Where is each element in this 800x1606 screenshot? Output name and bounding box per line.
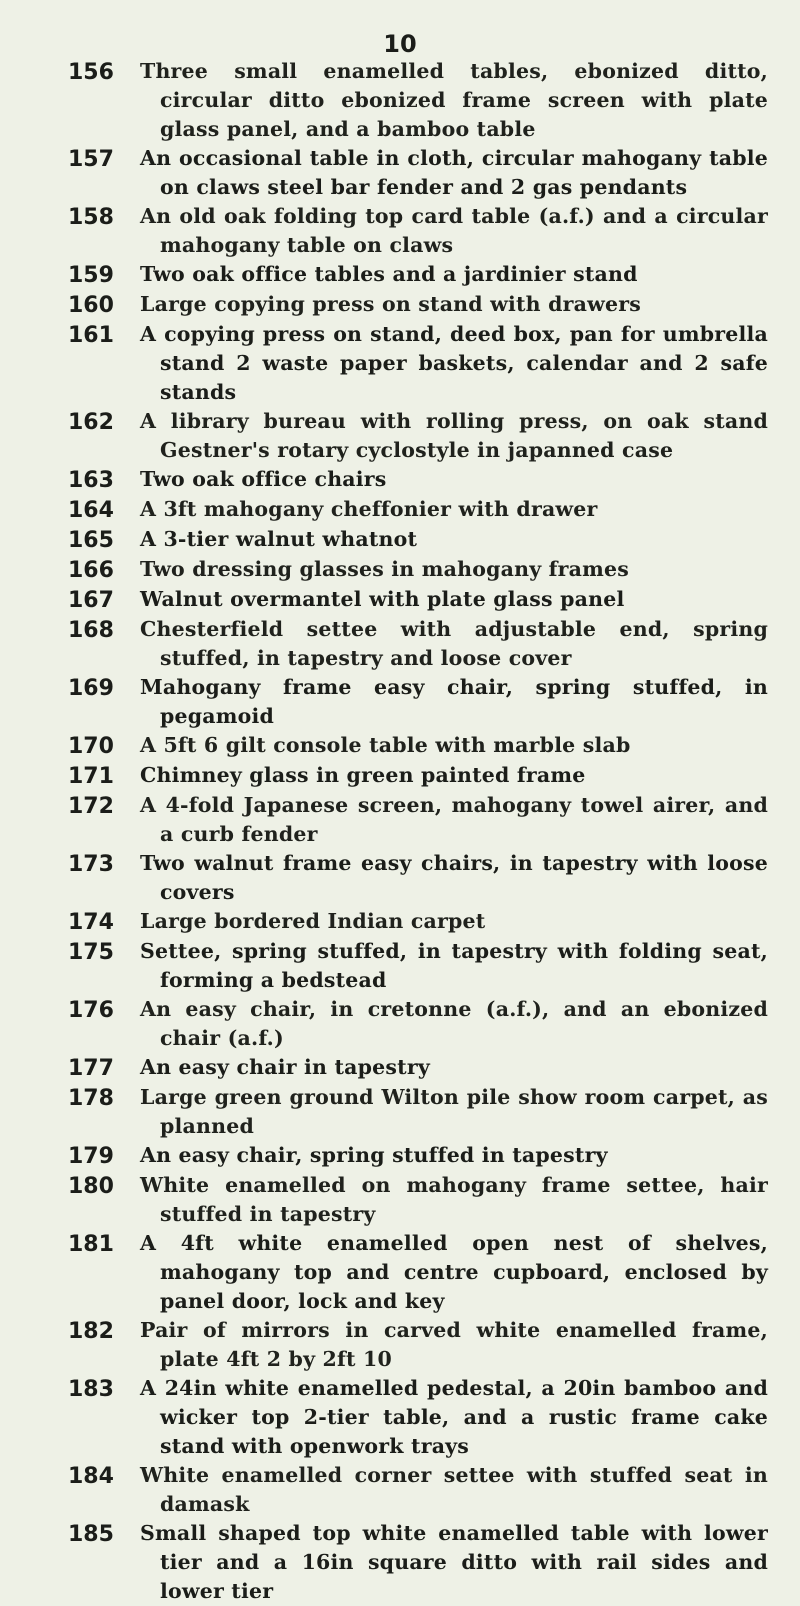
lot-entry	[68, 202, 768, 260]
lot-list	[68, 57, 768, 1606]
lot-number: 160	[68, 293, 114, 318]
lot-entry	[68, 907, 768, 937]
lot-entry	[68, 1083, 768, 1141]
lot-number: 172	[68, 794, 114, 819]
lot-description: White enamelled on mahogany frame settee, hair stuffed in tapestry	[140, 1173, 768, 1226]
lot-number: 185	[68, 1522, 114, 1547]
lot-description: Pair of mirrors in carved white enamelled frame, plate 4ft 2 by 2ft 10	[140, 1318, 768, 1371]
lot-description: A 5ft 6 gilt console table with marble slab	[140, 733, 631, 757]
lot-number: 184	[68, 1464, 114, 1489]
lot-description: An easy chair, spring stuffed in tapestry	[140, 1143, 608, 1167]
page-number: 10	[383, 30, 417, 58]
lot-number: 167	[68, 588, 114, 613]
lot-description: Walnut overmantel with plate glass panel	[140, 587, 625, 611]
lot-number: 183	[68, 1377, 114, 1402]
lot-number: 161	[68, 323, 114, 348]
lot-entry	[68, 525, 768, 555]
lot-entry	[68, 1053, 768, 1083]
lot-number: 158	[68, 205, 114, 230]
lot-number: 166	[68, 558, 114, 583]
lot-entry	[68, 144, 768, 202]
lot-number: 175	[68, 940, 114, 965]
lot-description: Two oak office chairs	[140, 467, 387, 491]
lot-number: 156	[68, 60, 114, 85]
lot-description: Two oak office tables and a jardinier stand	[140, 262, 638, 286]
lot-number: 157	[68, 147, 114, 172]
lot-entry	[68, 761, 768, 791]
lot-entry	[68, 1171, 768, 1229]
lot-description: Large bordered Indian carpet	[140, 909, 486, 933]
lot-number: 182	[68, 1319, 114, 1344]
lot-description: A 4-fold Japanese screen, mahogany towel airer, and a curb fender	[140, 793, 768, 846]
lot-description: Two walnut frame easy chairs, in tapestry with loose covers	[140, 851, 768, 904]
lot-entry	[68, 555, 768, 585]
lot-entry	[68, 791, 768, 849]
lot-description: Three small enamelled tables, ebonized ditto, circular ditto ebonized frame screen with plate glass panel, and a bamboo table	[140, 59, 768, 141]
lot-entry	[68, 615, 768, 673]
lot-entry	[68, 495, 768, 525]
lot-entry	[68, 1316, 768, 1374]
lot-number: 168	[68, 618, 114, 643]
lot-description: Large green ground Wilton pile show room carpet, as planned	[140, 1085, 768, 1138]
lot-number: 170	[68, 734, 114, 759]
lot-entry	[68, 57, 768, 144]
lot-entry	[68, 995, 768, 1053]
lot-description: A library bureau with rolling press, on oak stand Gestner's rotary cyclostyle in japanned case	[140, 409, 768, 462]
lot-number: 163	[68, 468, 114, 493]
lot-description: White enamelled corner settee with stuffed seat in damask	[140, 1463, 768, 1516]
lot-entry	[68, 673, 768, 731]
lot-number: 173	[68, 852, 114, 877]
lot-description: An occasional table in cloth, circular mahogany table on claws steel bar fender and 2 gas pendants	[140, 146, 768, 199]
lot-description: Settee, spring stuffed, in tapestry with folding seat, forming a bedstead	[140, 939, 768, 992]
lot-entry	[68, 585, 768, 615]
lot-entry	[68, 1229, 768, 1316]
lot-number: 165	[68, 528, 114, 553]
lot-entry	[68, 937, 768, 995]
lot-description: A 24in white enamelled pedestal, a 20in bamboo and wicker top 2-tier table, and a rustic frame cake stand with openwork trays	[140, 1376, 768, 1458]
lot-description: An easy chair, in cretonne (a.f.), and an ebonized chair (a.f.)	[140, 997, 768, 1050]
lot-description: An old oak folding top card table (a.f.) and a circular mahogany table on claws	[140, 204, 768, 257]
lot-description: An easy chair in tapestry	[140, 1055, 430, 1079]
lot-entry	[68, 1519, 768, 1606]
lot-entry	[68, 1141, 768, 1171]
lot-description: Small shaped top white enamelled table with lower tier and a 16in square ditto with rail sides and lower tier	[140, 1521, 768, 1603]
lot-number: 162	[68, 410, 114, 435]
lot-number: 177	[68, 1056, 114, 1081]
lot-entry	[68, 1461, 768, 1519]
lot-entry	[68, 290, 768, 320]
lot-description: A 3-tier walnut whatnot	[140, 527, 418, 551]
lot-entry	[68, 465, 768, 495]
lot-number: 159	[68, 263, 114, 288]
lot-number: 181	[68, 1232, 114, 1257]
lot-description: Large copying press on stand with drawers	[140, 292, 641, 316]
lot-entry	[68, 849, 768, 907]
lot-number: 171	[68, 764, 114, 789]
lot-number: 164	[68, 498, 114, 523]
lot-entry	[68, 407, 768, 465]
lot-number: 179	[68, 1144, 114, 1169]
lot-description: Chesterfield settee with adjustable end, spring stuffed, in tapestry and loose cover	[140, 617, 768, 670]
lot-number: 178	[68, 1086, 114, 1111]
lot-entry	[68, 260, 768, 290]
lot-description: A 4ft white enamelled open nest of shelves, mahogany top and centre cupboard, enclosed by panel door, lock and key	[140, 1231, 768, 1313]
lot-number: 169	[68, 676, 114, 701]
lot-description: A 3ft mahogany cheffonier with drawer	[140, 497, 598, 521]
lot-number: 176	[68, 998, 114, 1023]
lot-entry	[68, 320, 768, 407]
lot-number: 174	[68, 910, 114, 935]
lot-entry	[68, 731, 768, 761]
lot-entry	[68, 1374, 768, 1461]
lot-description: Chimney glass in green painted frame	[140, 763, 586, 787]
lot-number: 180	[68, 1174, 114, 1199]
lot-description: Mahogany frame easy chair, spring stuffed, in pegamoid	[140, 675, 768, 728]
lot-description: A copying press on stand, deed box, pan for umbrella stand 2 waste paper baskets, calendar and 2 safe stands	[140, 322, 768, 404]
lot-description: Two dressing glasses in mahogany frames	[140, 557, 630, 581]
